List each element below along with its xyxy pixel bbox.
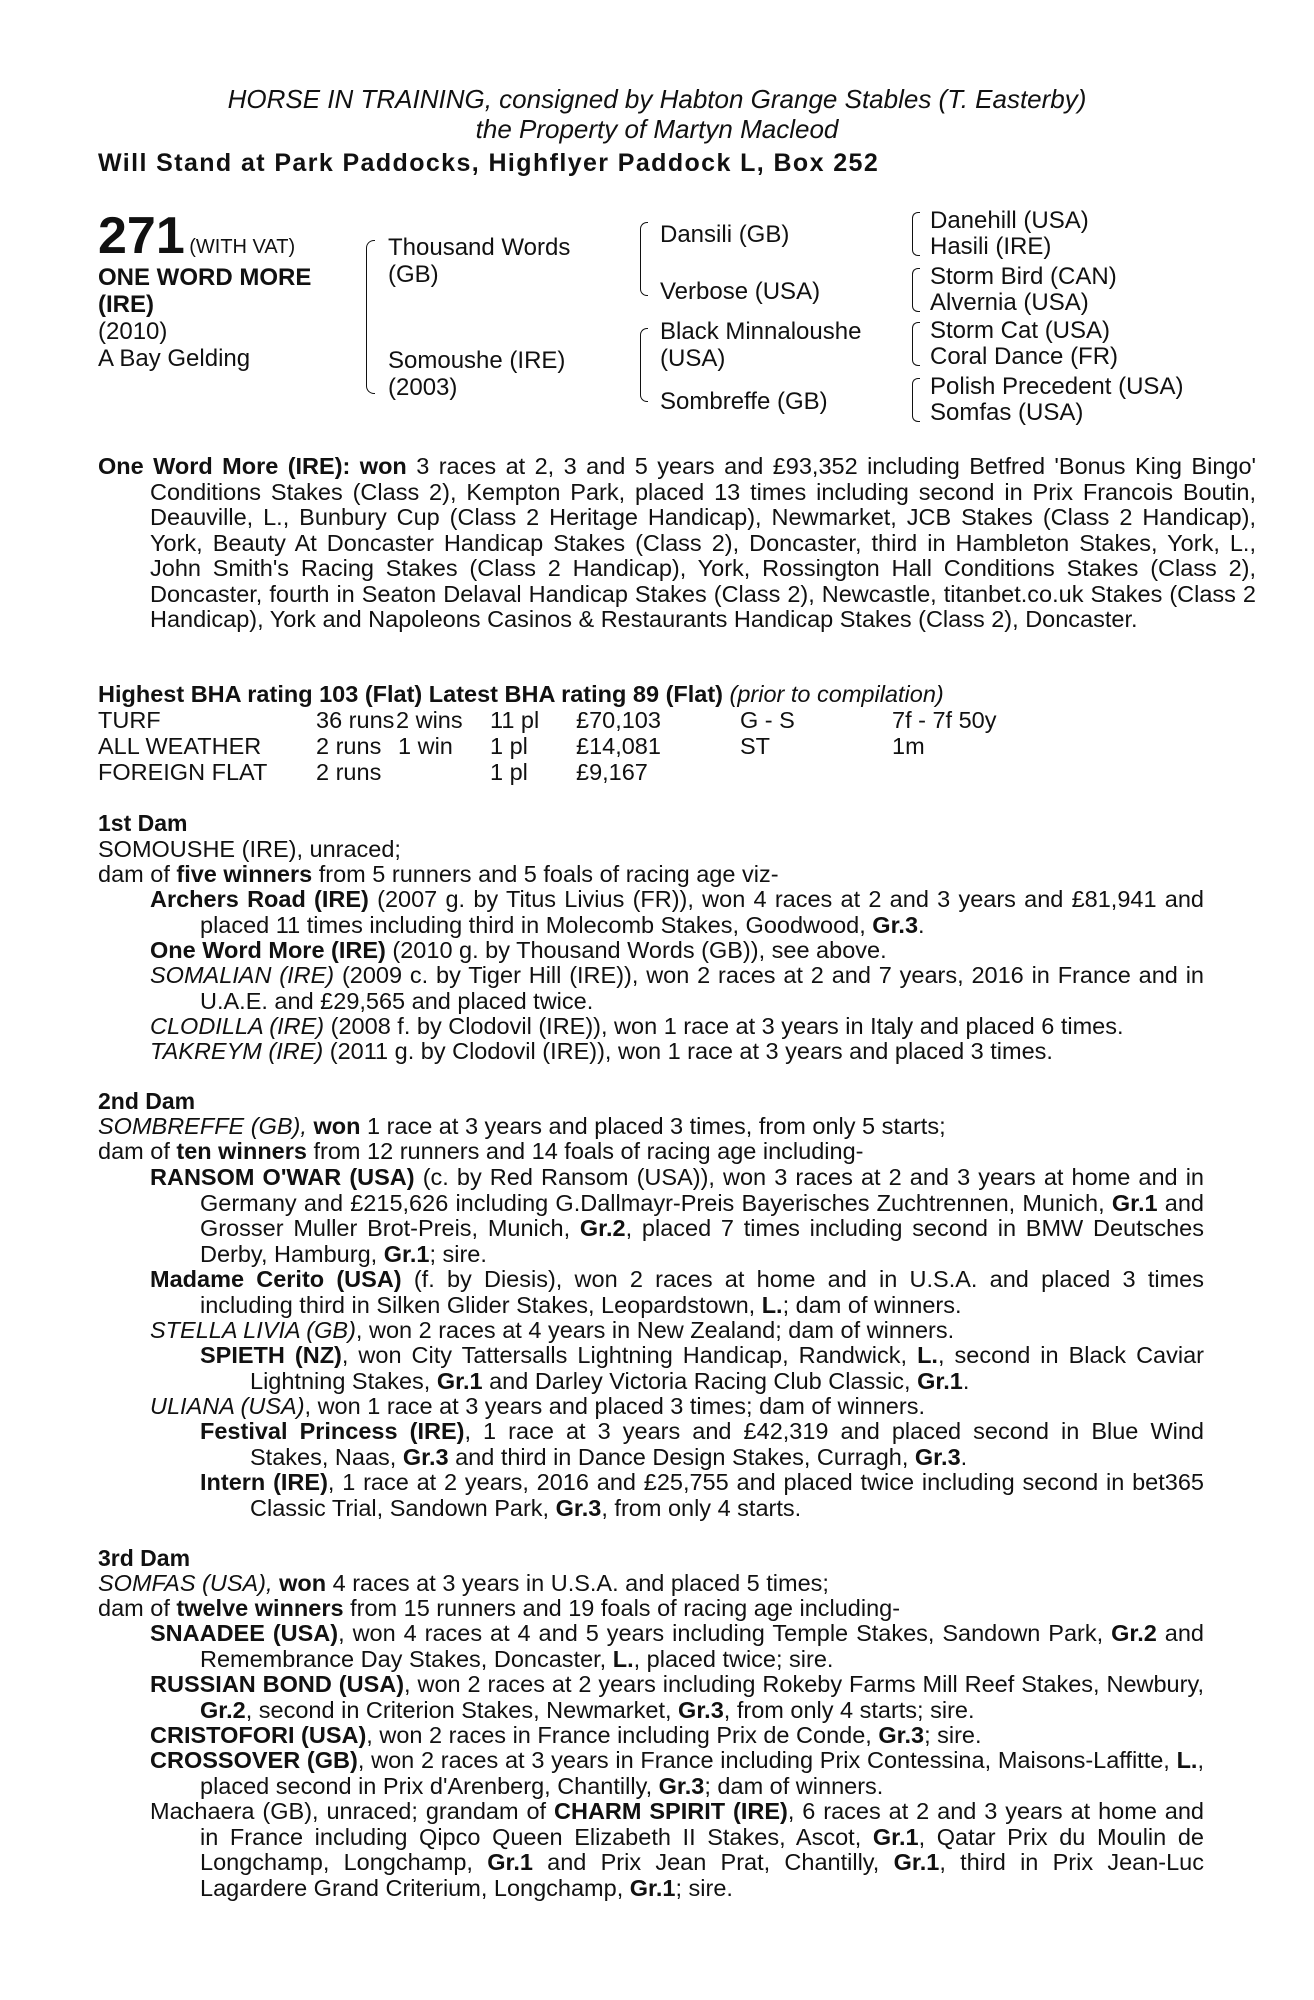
dam-dam: Sombreffe (GB) — [660, 388, 828, 415]
second-dam-line2: dam of ten winners from 12 runners and 14 foals of racing age including- — [98, 1138, 864, 1164]
third-dam-title: 3rd Dam — [98, 1545, 191, 1571]
perf-going: G - S — [740, 707, 795, 733]
lot-number-block — [98, 207, 296, 265]
perf-surface: ALL WEATHER — [98, 733, 262, 759]
sire-dam: Verbose (USA) — [660, 278, 821, 305]
performance-row-all-weather — [98, 734, 1198, 760]
location-line: Will Stand at Park Paddocks, Highflyer Paddock L, Box 252 — [98, 149, 880, 177]
dam-sire: Black Minnaloushe — [660, 318, 862, 345]
pedigree-brace-2a — [640, 222, 648, 296]
pedigree-brace-3d — [912, 378, 920, 422]
horse-name: ONE WORD MORE — [98, 264, 312, 291]
horse-origin: (IRE) — [98, 291, 154, 318]
perf-distance: 7f - 7f 50y — [892, 707, 997, 733]
lot-number: 271 — [98, 207, 185, 265]
perf-going: ST — [740, 733, 771, 759]
second-dam-entry-4b: Intern (IRE), 1 race at 2 years, 2016 and £25,755 and placed twice including second in bet365 Classic Trial, Sandown Park, Gr.3, from only 4 starts. — [200, 1469, 1204, 1521]
sire-name: Thousand Words — [388, 234, 571, 261]
third-dam-entry-2: RUSSIAN BOND (USA), won 2 races at 2 years including Rokeby Farms Mill Reef Stakes, Newbury, Gr.2, second in Criterion Stakes, Newmarket, Gr.3, from only 4 starts; sire. — [150, 1671, 1204, 1723]
perf-wins: 2 wins — [396, 707, 463, 733]
perf-earnings: £14,081 — [576, 733, 661, 759]
perf-runs: 2 runs — [316, 733, 382, 759]
sire-origin: (GB) — [388, 261, 439, 288]
record-text: 3 races at 2, 3 and 5 years and £93,352 including Betfred 'Bonus King Bingo' Conditions Stakes (Class 2), Kempton Park, placed 13 times including second in Prix Francois Boutin, Deauville, L., Bunbury Cup (Class 2 Heritage Handicap), Newmarket, JCB Stakes (Class 2 Handicap), York, Beauty At Doncaster Handicap Stakes (Class 2), Doncaster, third in Hambleton Stakes, York, L., John Smith's Racing Stakes (Class 2 Handicap), York, Rossington Hall Conditions Stakes (Class 2), Doncaster, fourth in Seaton Delaval Handicap Stakes (Class 2), Newcastle, titanbet.co.uk Stakes (Class 2 Handicap), York and Napoleons Casinos & Restaurants Handicap Stakes (Class 2), Doncaster. — [150, 453, 1257, 632]
third-dam-line2: dam of twelve winners from 15 runners and 19 foals of racing age including- — [98, 1595, 901, 1621]
performance-row-foreign-flat — [98, 760, 1198, 786]
perf-earnings: £9,167 — [576, 759, 648, 785]
perf-runs: 2 runs — [316, 759, 382, 785]
sire-sire: Dansili (GB) — [660, 221, 790, 248]
first-dam-entry-2: One Word More (IRE) (2010 g. by Thousand Words (GB)), see above. — [150, 937, 887, 963]
pedigree-brace-2b — [640, 328, 648, 402]
ratings-note: (prior to compilation) — [729, 681, 944, 707]
first-dam-entry-1: Archers Road (IRE) (2007 g. by Titus Livius (FR)), won 4 races at 2 and 3 years and £81,941 and placed 11 times including third in Molecomb Stakes, Goodwood, Gr.3. — [150, 886, 1204, 938]
second-dam-entry-3: STELLA LIVIA (GB), won 2 races at 4 years in New Zealand; dam of winners. — [150, 1317, 955, 1343]
ddd-name: Somfas (USA) — [930, 399, 1084, 426]
dsd-name: Coral Dance (FR) — [930, 343, 1119, 370]
third-dam-line1: SOMFAS (USA), won 4 races at 3 years in U.S.A. and placed 5 times; — [98, 1570, 829, 1596]
foaling-year: (2010) — [98, 318, 168, 345]
first-dam-entry-3: SOMALIAN (IRE) (2009 c. by Tiger Hill (IRE)), won 2 races at 2 and 7 years, 2016 in France and in U.A.E. and £29,565 and placed twice. — [150, 962, 1204, 1014]
perf-runs: 36 runs — [316, 707, 395, 733]
dam-sire-origin: (USA) — [660, 345, 726, 372]
perf-placed: 1 pl — [490, 733, 528, 759]
perf-placed: 1 pl — [490, 759, 528, 785]
sss-name: Danehill (USA) — [930, 207, 1089, 234]
perf-placed: 11 pl — [490, 707, 540, 733]
perf-wins: 1 win — [398, 733, 453, 759]
property-line: the Property of Martyn Macleod — [475, 114, 839, 144]
ratings-title: Highest BHA rating 103 (Flat) Latest BHA rating 89 (Flat) — [98, 681, 723, 707]
second-dam-entry-4a: Festival Princess (IRE), 1 race at 3 years and £42,319 and placed second in Blue Wind Stakes, Naas, Gr.3 and third in Dance Design Stakes, Curragh, Gr.3. — [200, 1418, 1204, 1470]
horse-description: A Bay Gelding — [98, 345, 251, 372]
sds-name: Storm Bird (CAN) — [930, 263, 1117, 290]
second-dam-entry-1: RANSOM O'WAR (USA) (c. by Red Ransom (USA)), won 3 races at 2 and 3 years at home and in Germany and £215,626 including G.Dallmayr-Preis Bayerisches Zuchtrennen, Munich, Gr.1 and Grosser Muller Brot-Preis, Munich, Gr.2, placed 7 times including second in BMW Deutsches Derby, Hamburg, Gr.1; sire. — [150, 1164, 1205, 1267]
sdd-name: Alvernia (USA) — [930, 289, 1089, 316]
first-dam-entry-4: CLODILLA (IRE) (2008 f. by Clodovil (IRE)), won 1 race at 3 years in Italy and placed 6 times. — [150, 1013, 1124, 1039]
record-won: won — [359, 453, 407, 479]
perf-earnings: £70,103 — [576, 707, 661, 733]
ratings-line — [98, 682, 944, 708]
second-dam-entry-2: Madame Cerito (USA) (f. by Diesis), won 2 races at home and in U.S.A. and placed 3 times including third in Silken Glider Stakes, Leopardstown, L.; dam of winners. — [150, 1266, 1204, 1318]
perf-surface: FOREIGN FLAT — [98, 759, 268, 785]
second-dam-entry-3a: SPIETH (NZ), won City Tattersalls Lightning Handicap, Randwick, L., second in Black Caviar Lightning Stakes, Gr.1 and Darley Victoria Racing Club Classic, Gr.1. — [200, 1342, 1204, 1394]
pedigree-brace-3a — [912, 212, 920, 256]
vat-note: (WITH VAT) — [189, 236, 296, 258]
third-dam-entry-5: Machaera (GB), unraced; grandam of CHARM SPIRIT (IRE), 6 races at 2 and 3 years at home and in France including Qipco Queen Elizabeth II Stakes, Ascot, Gr.1, Qatar Prix du Moulin de Longchamp, Longchamp, Gr.1 and Prix Jean Prat, Chantilly, Gr.1, third in Prix Jean-Luc Lagardere Grand Criterium, Longchamp, Gr.1; sire. — [150, 1798, 1205, 1901]
third-dam-entry-4: CROSSOVER (GB), won 2 races at 3 years in France including Prix Contessina, Maisons-Laffitte, L., placed second in Prix d'Arenberg, Chantilly, Gr.3; dam of winners. — [150, 1747, 1204, 1799]
record-horse-name: One Word More (IRE) — [98, 453, 343, 479]
racing-record: One Word More (IRE): won 3 races at 2, 3 and 5 years and £93,352 including Betfred 'Bonus King Bingo' Conditions Stakes (Class 2), Kempton Park, placed 13 times including second in Prix Francois Boutin, Deauville, L., Bunbury Cup (Class 2 Heritage Handicap), Newmarket, JCB Stakes (Class 2 Handicap), York, Beauty At Doncaster Handicap Stakes (Class 2), Doncaster, third in Hambleton Stakes, York, L., John Smith's Racing Stakes (Class 2 Handicap), York, Rossington Hall Conditions Stakes (Class 2), Doncaster, fourth in Seaton Delaval Handicap Stakes (Class 2), Newcastle, titanbet.co.uk Stakes (Class 2 Handicap), York and Napoleons Casinos & Restaurants Handicap Stakes (Class 2), Doncaster. — [98, 453, 1257, 632]
pedigree-brace-1 — [366, 240, 375, 394]
dss-name: Storm Cat (USA) — [930, 317, 1111, 344]
pedigree-brace-3b — [912, 268, 920, 312]
first-dam-entry-5: TAKREYM (IRE) (2011 g. by Clodovil (IRE)), won 1 race at 3 years and placed 3 times. — [150, 1038, 1053, 1064]
second-dam-entry-4: ULIANA (USA), won 1 race at 3 years and placed 3 times; dam of winners. — [150, 1393, 925, 1419]
perf-surface: TURF — [98, 707, 161, 733]
perf-distance: 1m — [892, 733, 925, 759]
dam-year: (2003) — [388, 374, 458, 401]
third-dam-entry-3: CRISTOFORI (USA), won 2 races in France including Prix de Conde, Gr.3; sire. — [150, 1722, 982, 1748]
third-dam-entry-1: SNAADEE (USA), won 4 races at 4 and 5 years including Temple Stakes, Sandown Park, Gr.2 and Remembrance Day Stakes, Doncaster, L., placed twice; sire. — [150, 1620, 1204, 1672]
dam-name: Somoushe (IRE) — [388, 347, 566, 374]
pedigree-brace-3c — [912, 322, 920, 366]
second-dam-title: 2nd Dam — [98, 1088, 196, 1114]
first-dam-line1: SOMOUSHE (IRE), unraced; — [98, 836, 401, 862]
consignor-line: HORSE IN TRAINING, consigned by Habton Grange Stables (T. Easterby) — [227, 84, 1087, 114]
performance-row-turf — [98, 708, 1198, 734]
ssd-name: Hasili (IRE) — [930, 233, 1052, 260]
first-dam-line2: dam of five winners from 5 runners and 5 foals of racing age viz- — [98, 861, 779, 887]
first-dam-title: 1st Dam — [98, 810, 188, 836]
dds-name: Polish Precedent (USA) — [930, 373, 1184, 400]
second-dam-line1: SOMBREFFE (GB), won 1 race at 3 years and placed 3 times, from only 5 starts; — [98, 1113, 946, 1139]
